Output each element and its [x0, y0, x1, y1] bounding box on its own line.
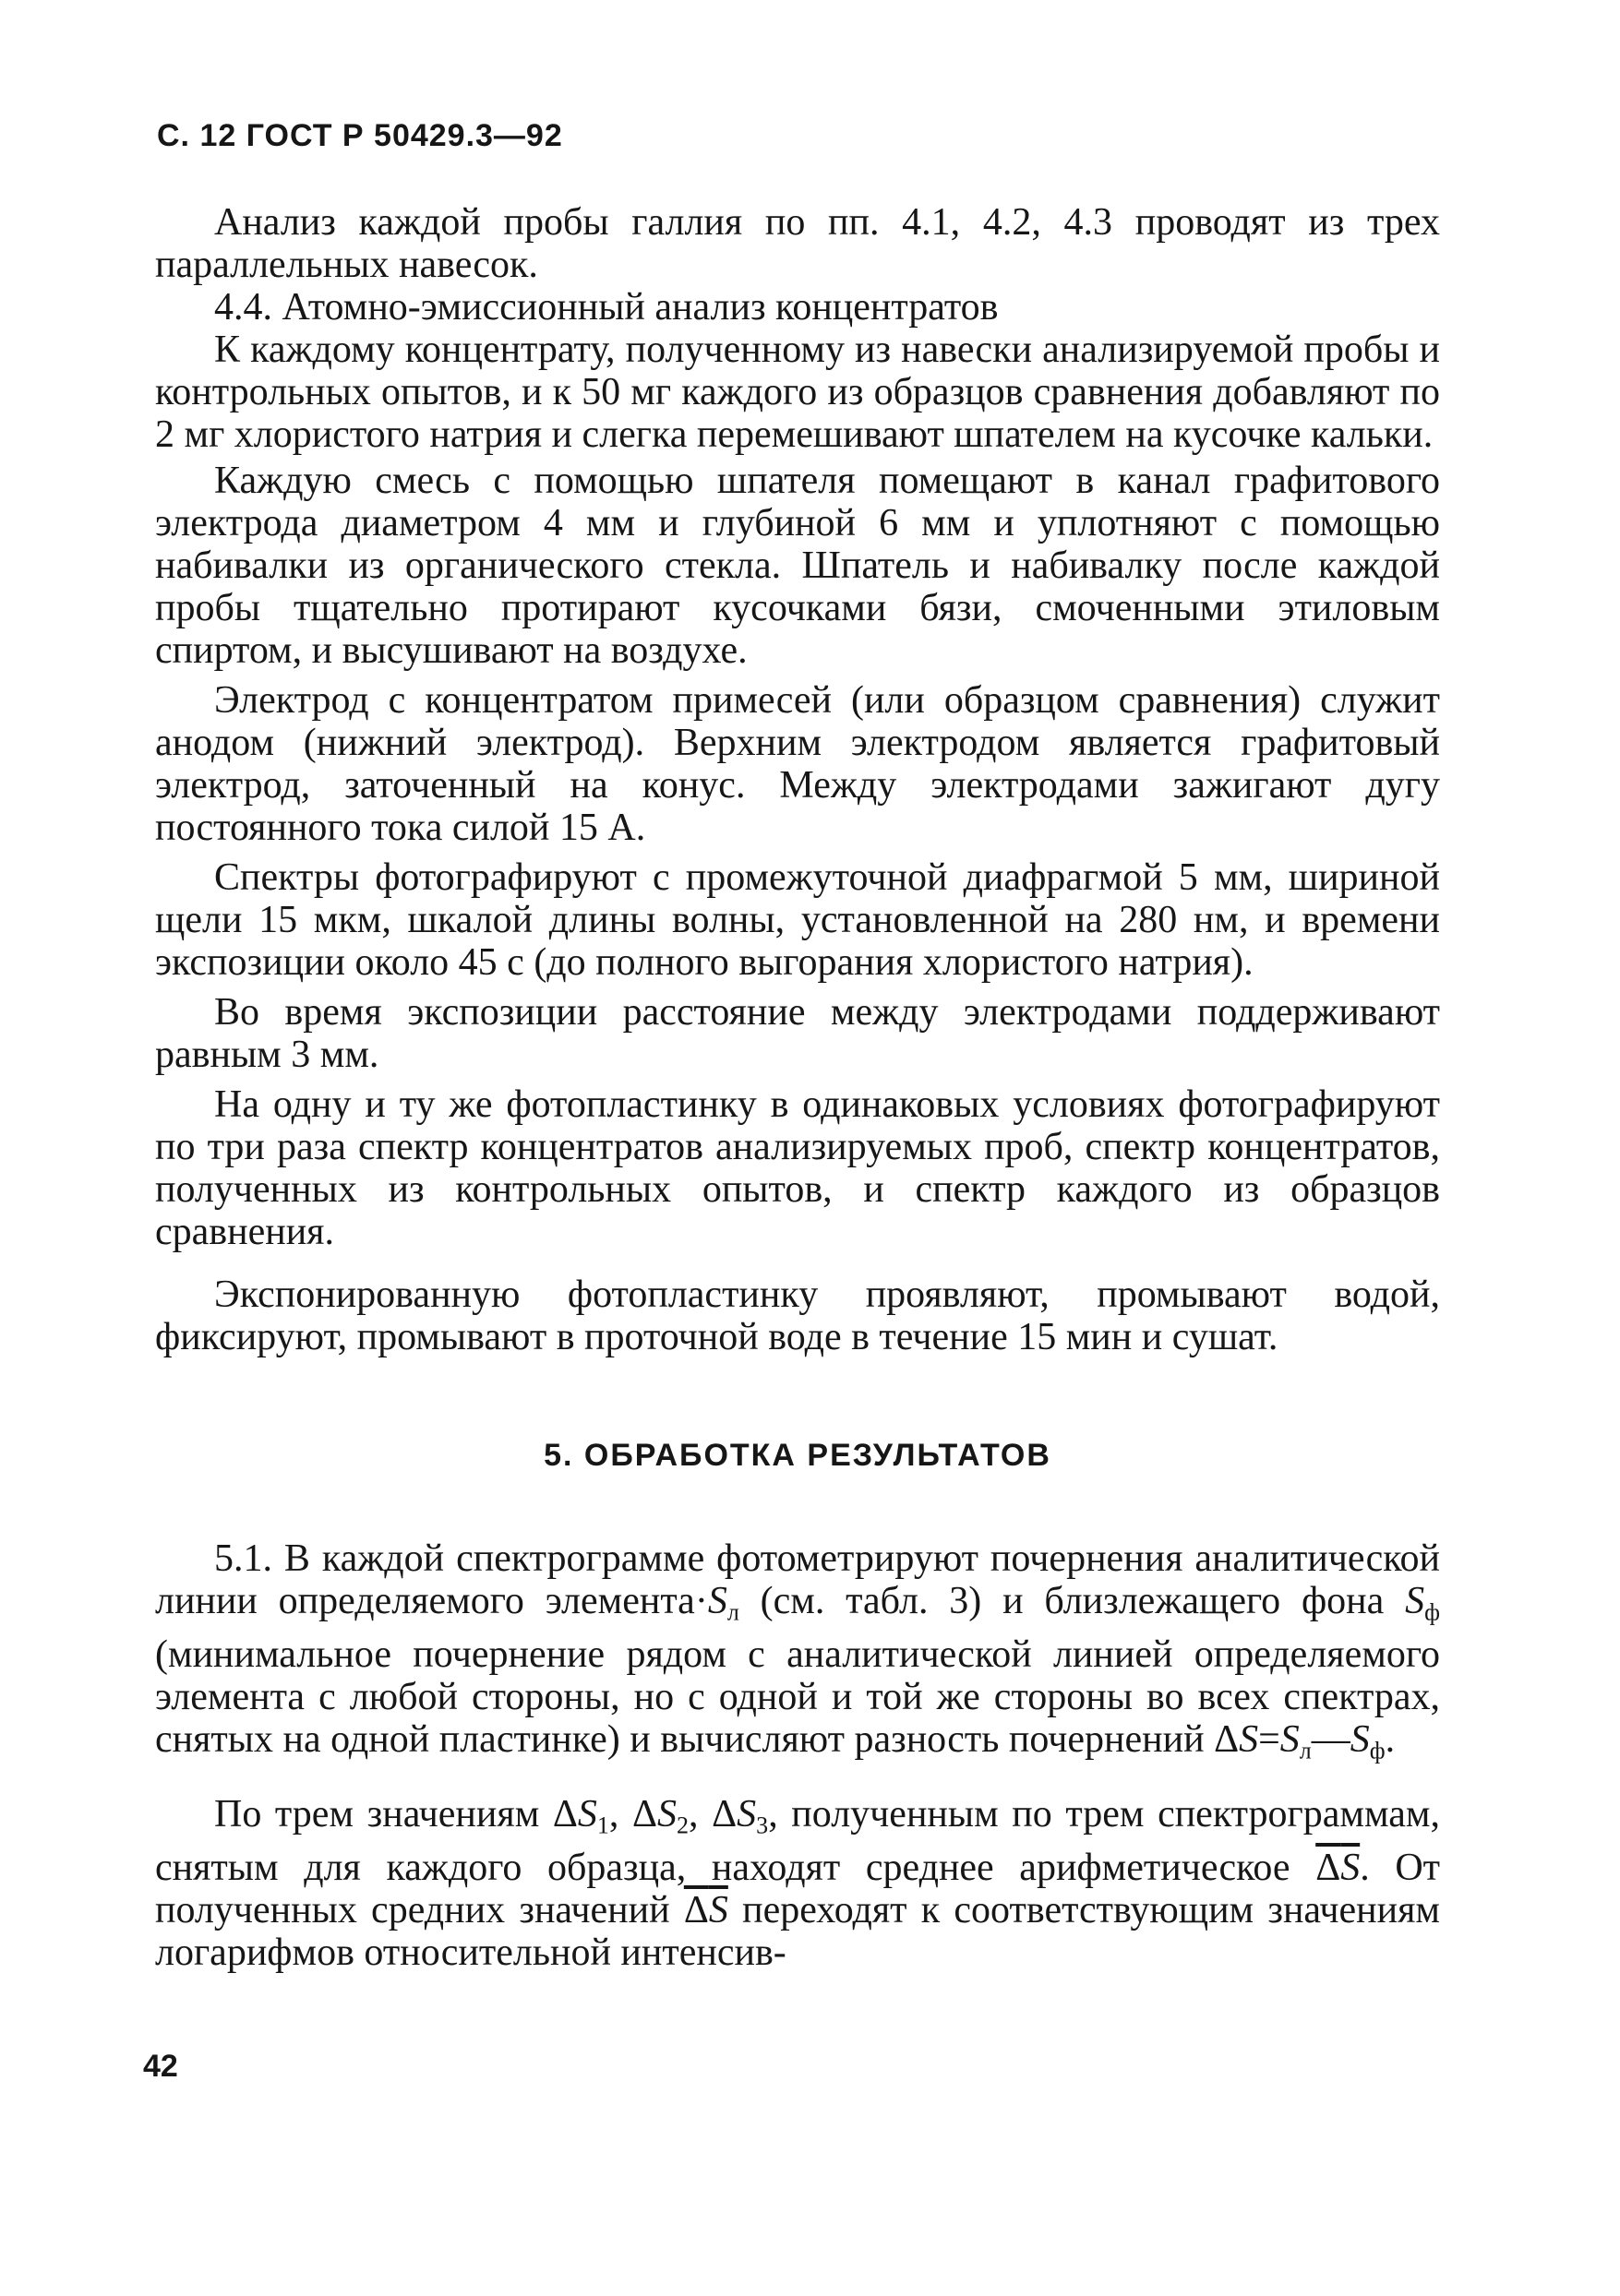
page-number: 42 — [143, 2049, 178, 2084]
section-5-heading: 5. ОБРАБОТКА РЕЗУЛЬТАТОВ — [544, 1438, 1051, 1473]
paragraph-spectra-photography: Спектры фотографируют с промежуточной диафрагмой 5 мм, шириной щели 15 мкм, шкалой длины волны, установленной на 280 нм, и времени экспозиции около 45 с (до полного выгорания хлористого натрия). — [155, 856, 1440, 984]
paragraph-gallium-analysis: Анализ каждой пробы галлия по пп. 4.1, 4.2, 4.3 проводят из трех параллельных навесок. — [155, 201, 1440, 286]
mean-delta-s: ΔS — [1315, 1846, 1361, 1889]
paragraph-concentrate-mixing: К каждому концентрату, полученному из навески анализируемой пробы и контрольных опытов, и к 50 мг каждого из образцов сравнения добавляют по 2 мг хлористого натрия и слегка перемешивают шпателем на кусочке кальки. — [155, 329, 1440, 456]
page-header: С. 12 ГОСТ Р 50429.3—92 — [157, 118, 563, 153]
paragraph-electrode-loading: Каждую смесь с помощью шпателя помещают в канал графитового электрода диаметром 4 мм и глубиной 6 мм и уплотняют с помощью набивалки из органического стекла. Шпатель и набивалку после каждой пробы тщательно протирают кусочками бязи, смоченными этиловым спиртом, и высушивают на воздухе. — [155, 460, 1440, 672]
paragraph-electrode-distance: Во время экспозиции расстояние между электродами поддерживают равным 3 мм. — [155, 991, 1440, 1076]
body-text — [155, 201, 1440, 1974]
subsection-4-4-title: 4.4. Атомно-эмиссионный анализ концентратов — [214, 286, 999, 329]
paragraph-arc-setup: Электрод с концентратом примесей (или образцом сравнения) служит анодом (нижний электрод). Верхним электродом является графитовый электрод, заточенный на конус. Между электродами зажигают дугу постоянного тока силой 15 А. — [155, 679, 1440, 849]
paragraph-plate-development: Экспонированную фотопластинку проявляют, промывают водой, фиксируют, промывают в проточной воде в течение 15 мин и сушат. — [155, 1274, 1440, 1358]
mean-delta-s: ΔS — [683, 1888, 728, 1931]
paragraph-photoplate-exposure: На одну и ту же фотопластинку в одинаковых условиях фотографируют по три раза спектр концентратов анализируемых проб, спектр концентратов, полученных из контрольных опытов, и спектр каждого из образцов сравнения. — [155, 1083, 1440, 1253]
paragraph-mean-values: По трем значениям $\Delta S_1$, $\Delta S_2$, $\Delta S_3$, полученным по трем спектрограммам, снятым для каждого образца, находят среднее арифметическое ΔS. От полученных средних значений ΔS переходят к соответствующим значениям логарифмов относительной интенсив- — [155, 1792, 1441, 1974]
paragraph-5-1: 5.1. В каждой спектрограмме фотометрируют почернения аналитической линии определяемого $элемента\cdot S_л$ (см. табл. 3) и близлежащего фона $S_ф$ (минимальное почернение рядом с аналитической линией определяемого элемента с любой стороны, но с одной и той же стороны во всех спектрах, снятых на одной пластинке) и вычисляют разность почернений $\Delta S=S_л—S_ф$. — [155, 1537, 1440, 1764]
